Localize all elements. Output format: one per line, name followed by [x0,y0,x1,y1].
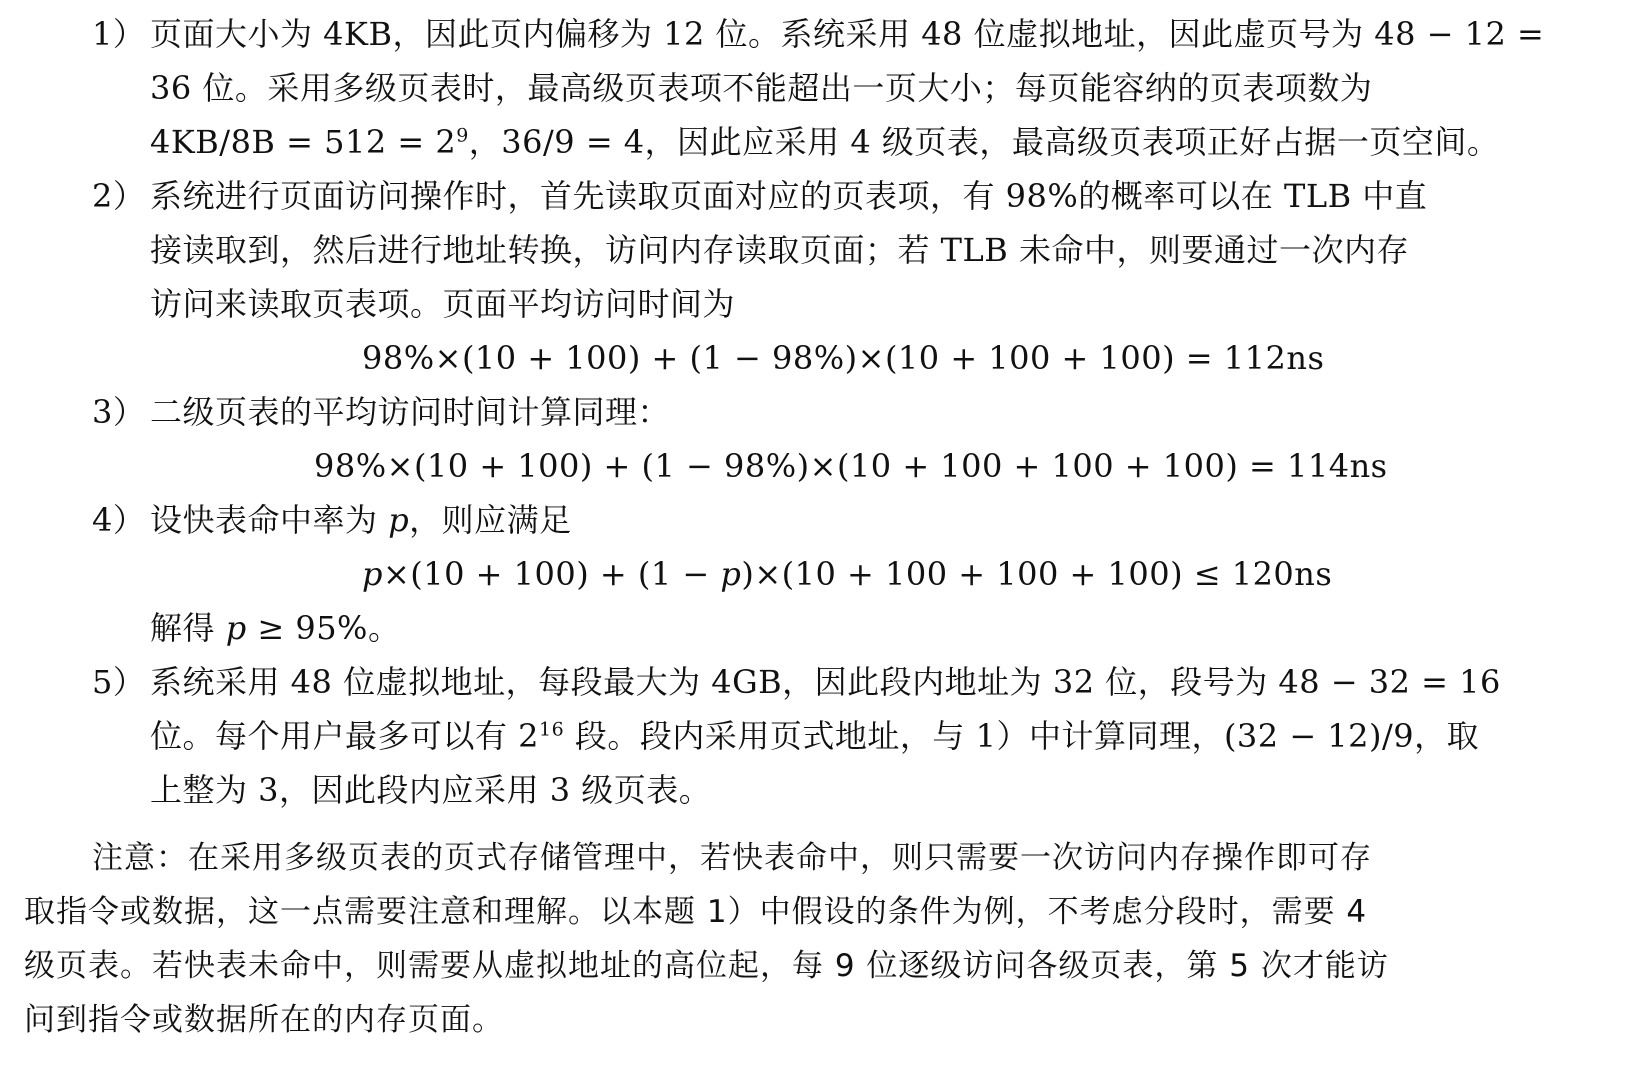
note-line-4: 问到指令或数据所在的内存页面。 [24,1002,504,1038]
item-number: 2） [92,177,146,215]
formula-114ns: 98%×(10 + 100) + (1 − 98%)×(10 + 100 + 100 + 100) = 114ns [314,447,1388,485]
item-5-line-1: 系统采用 48 位虚拟地址，每段最大为 4GB，因此段内地址为 32 位，段号为 48 − 32 = 16 [150,663,1501,701]
item-5-line-2: 位。每个用户最多可以有 $2^{16}$ 段。段内采用页式地址，与 1）中计算同理，(32 − 12)/9，取 [150,717,1480,755]
item-2-line-3: 访问来读取页表项。页面平均访问时间为 [150,285,736,323]
formula-inequality: p×(10 + 100) + (1 − p)×(10 + 100 + 100 + 100) ≤ 120ns [362,555,1333,593]
exponent: 16 [539,718,565,741]
formula-112ns: 98%×(10 + 100) + (1 − 98%)×(10 + 100 + 100) = 112ns [362,339,1325,377]
note-line-3: 级页表。若快表未命中，则需要从虚拟地址的高位起，每 9 位逐级访问各级页表，第 5 次才能访 [24,948,1389,984]
item-4-line-1: 设快表命中率为 p，则应满足 [150,501,572,539]
item-5-line-3: 上整为 3，因此段内应采用 3 级页表。 [150,771,712,809]
item-1-line-3: $4KB/8B = 512 = 2^9$，36/9 = 4，因此应采用 4 级页表，最高级页表项正好占据一页空间。 [150,123,1500,161]
item-2-line-1: 系统进行页面访问操作时，首先读取页面对应的页表项，有 98%的概率可以在 TLB 中直 [150,177,1428,215]
item-1-line-2: 36 位。采用多级页表时，最高级页表项不能超出一页大小；每页能容纳的页表项数为 [150,69,1373,107]
item-number: 5） [92,663,146,701]
item-1-line-1: 页面大小为 4KB，因此页内偏移为 12 位。系统采用 48 位虚拟地址，因此虚页号为 48 − 12 = [150,15,1545,53]
note-line-1: 注意：在采用多级页表的页式存储管理中，若快表命中，则只需要一次访问内存操作即可存 [92,840,1372,876]
note-line-2: 取指令或数据，这一点需要注意和理解。以本题 1）中假设的条件为例，不考虑分段时，需要 4 [24,894,1368,930]
exponent: 9 [456,124,469,147]
item-number: 3） [92,393,146,431]
item-number: 4） [92,501,146,539]
item-number: 1） [92,15,146,53]
item-2-line-2: 接读取到，然后进行地址转换，访问内存读取页面；若 TLB 未命中，则要通过一次内存 [150,231,1409,269]
item-3-line-1: 二级页表的平均访问时间计算同理： [150,393,671,431]
item-4-result: 解得 p ≥ 95%。 [150,609,401,647]
